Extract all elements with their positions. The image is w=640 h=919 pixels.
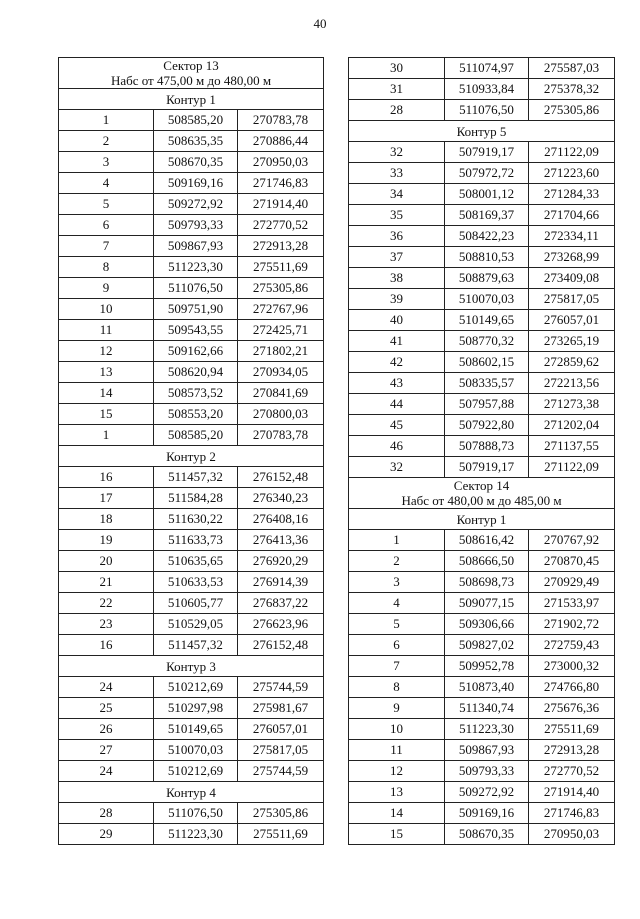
y-coordinate-cell: 272859,62: [529, 352, 615, 373]
x-coordinate-cell: 509162,66: [154, 341, 238, 362]
point-number-cell: 40: [349, 310, 445, 331]
header-title: Контур 2: [166, 448, 216, 464]
point-number-cell: 10: [349, 719, 445, 740]
x-coordinate-cell: 508698,73: [445, 572, 529, 593]
table-row: [349, 656, 615, 677]
point-number-cell: 21: [59, 572, 154, 593]
y-coordinate-cell: 271704,66: [529, 205, 615, 226]
coordinates-table-left: [58, 57, 324, 845]
y-coordinate-cell: 272213,56: [529, 373, 615, 394]
table-row: [59, 698, 324, 719]
y-coordinate-cell: 275378,32: [529, 79, 615, 100]
x-coordinate-cell: 507919,17: [445, 142, 529, 163]
point-number-cell: 28: [349, 100, 445, 121]
x-coordinate-cell: 510212,69: [154, 761, 238, 782]
table-row: [59, 740, 324, 761]
contour-header-row: [349, 121, 615, 142]
point-number-cell: 3: [59, 152, 154, 173]
contour-header-row: [349, 509, 615, 530]
y-coordinate-cell: 275587,03: [529, 58, 615, 79]
x-coordinate-cell: 507919,17: [445, 457, 529, 478]
y-coordinate-cell: 275305,86: [238, 278, 324, 299]
x-coordinate-cell: 509306,66: [445, 614, 529, 635]
sector-header-row: [349, 478, 615, 509]
y-coordinate-cell: 275511,69: [238, 257, 324, 278]
x-coordinate-cell: 509827,02: [445, 635, 529, 656]
table-row: [349, 572, 615, 593]
x-coordinate-cell: 511584,28: [154, 488, 238, 509]
x-coordinate-cell: 510070,03: [154, 740, 238, 761]
table-row: [59, 278, 324, 299]
y-coordinate-cell: 270783,78: [238, 110, 324, 131]
y-coordinate-cell: 272425,71: [238, 320, 324, 341]
point-number-cell: 44: [349, 394, 445, 415]
x-coordinate-cell: 508670,35: [445, 824, 529, 845]
x-coordinate-cell: 509272,92: [154, 194, 238, 215]
x-coordinate-cell: 510212,69: [154, 677, 238, 698]
y-coordinate-cell: 275305,86: [529, 100, 615, 121]
x-coordinate-cell: 507972,72: [445, 163, 529, 184]
table-row: [59, 719, 324, 740]
table-row: [59, 593, 324, 614]
point-number-cell: 12: [59, 341, 154, 362]
header-title: Сектор 13: [163, 58, 219, 73]
y-coordinate-cell: 276340,23: [238, 488, 324, 509]
header-title: Контур 4: [166, 784, 216, 800]
point-number-cell: 37: [349, 247, 445, 268]
table-row: [349, 205, 615, 226]
point-number-cell: 5: [349, 614, 445, 635]
x-coordinate-cell: 508169,37: [445, 205, 529, 226]
table-row: [59, 341, 324, 362]
x-coordinate-cell: 511340,74: [445, 698, 529, 719]
table-row: [59, 404, 324, 425]
x-coordinate-cell: 508879,63: [445, 268, 529, 289]
x-coordinate-cell: 508585,20: [154, 425, 238, 446]
table-row: [59, 761, 324, 782]
y-coordinate-cell: 271122,09: [529, 457, 615, 478]
y-coordinate-cell: 275305,86: [238, 803, 324, 824]
y-coordinate-cell: 273000,32: [529, 656, 615, 677]
y-coordinate-cell: 276152,48: [238, 635, 324, 656]
page-number: 40: [313, 16, 327, 31]
point-number-cell: 34: [349, 184, 445, 205]
point-number-cell: 32: [349, 457, 445, 478]
x-coordinate-cell: 510605,77: [154, 593, 238, 614]
point-number-cell: 4: [349, 593, 445, 614]
y-coordinate-cell: 272913,28: [238, 236, 324, 257]
point-number-cell: 43: [349, 373, 445, 394]
x-coordinate-cell: 508422,23: [445, 226, 529, 247]
coordinates-table-right: [348, 57, 615, 845]
x-coordinate-cell: 509793,33: [154, 215, 238, 236]
point-number-cell: 27: [59, 740, 154, 761]
y-coordinate-cell: 276837,22: [238, 593, 324, 614]
y-coordinate-cell: 271914,40: [238, 194, 324, 215]
point-number-cell: 3: [349, 572, 445, 593]
point-number-cell: 25: [59, 698, 154, 719]
y-coordinate-cell: 274766,80: [529, 677, 615, 698]
table-row: [59, 299, 324, 320]
header-title: Контур 3: [166, 658, 216, 674]
table-row: [59, 362, 324, 383]
table-row: [59, 572, 324, 593]
point-number-cell: 14: [59, 383, 154, 404]
table-row: [349, 268, 615, 289]
point-number-cell: 26: [59, 719, 154, 740]
table-row: [59, 215, 324, 236]
y-coordinate-cell: 271223,60: [529, 163, 615, 184]
y-coordinate-cell: 275744,59: [238, 761, 324, 782]
x-coordinate-cell: 508810,53: [445, 247, 529, 268]
y-coordinate-cell: 270800,03: [238, 404, 324, 425]
sector-header: [349, 478, 615, 509]
point-number-cell: 39: [349, 289, 445, 310]
point-number-cell: 7: [59, 236, 154, 257]
y-coordinate-cell: 270870,45: [529, 551, 615, 572]
y-coordinate-cell: 271202,04: [529, 415, 615, 436]
table-row: [349, 394, 615, 415]
y-coordinate-cell: 273265,19: [529, 331, 615, 352]
y-coordinate-cell: 270767,92: [529, 530, 615, 551]
point-number-cell: 15: [349, 824, 445, 845]
y-coordinate-cell: 271122,09: [529, 142, 615, 163]
table-row: [59, 236, 324, 257]
point-number-cell: 1: [349, 530, 445, 551]
point-number-cell: 23: [59, 614, 154, 635]
x-coordinate-cell: 508001,12: [445, 184, 529, 205]
table-row: [349, 247, 615, 268]
contour-header-row: [59, 89, 324, 110]
y-coordinate-cell: 276920,29: [238, 551, 324, 572]
x-coordinate-cell: 511633,73: [154, 530, 238, 551]
y-coordinate-cell: 275511,69: [529, 719, 615, 740]
y-coordinate-cell: 270950,03: [238, 152, 324, 173]
y-coordinate-cell: 271902,72: [529, 614, 615, 635]
x-coordinate-cell: 510529,05: [154, 614, 238, 635]
table-row: [59, 635, 324, 656]
x-coordinate-cell: 510635,65: [154, 551, 238, 572]
point-number-cell: 16: [59, 635, 154, 656]
point-number-cell: 8: [349, 677, 445, 698]
y-coordinate-cell: 272770,52: [238, 215, 324, 236]
point-number-cell: 1: [59, 110, 154, 131]
table-row: [349, 352, 615, 373]
x-coordinate-cell: 509793,33: [445, 761, 529, 782]
y-coordinate-cell: 270934,05: [238, 362, 324, 383]
x-coordinate-cell: 507957,88: [445, 394, 529, 415]
table-row: [349, 310, 615, 331]
y-coordinate-cell: 276623,96: [238, 614, 324, 635]
point-number-cell: 18: [59, 509, 154, 530]
point-number-cell: 41: [349, 331, 445, 352]
y-coordinate-cell: 275511,69: [238, 824, 324, 845]
sector-header-row: [59, 58, 324, 89]
point-number-cell: 17: [59, 488, 154, 509]
x-coordinate-cell: 511074,97: [445, 58, 529, 79]
table-row: [59, 152, 324, 173]
contour-header: [59, 446, 324, 467]
point-number-cell: 28: [59, 803, 154, 824]
y-coordinate-cell: 275817,05: [529, 289, 615, 310]
table-row: [59, 257, 324, 278]
point-number-cell: 11: [59, 320, 154, 341]
header-subtitle: Набс от 475,00 м до 480,00 м: [110, 73, 272, 88]
y-coordinate-cell: 271746,83: [529, 803, 615, 824]
x-coordinate-cell: 509867,93: [154, 236, 238, 257]
x-coordinate-cell: 510149,65: [154, 719, 238, 740]
point-number-cell: 14: [349, 803, 445, 824]
point-number-cell: 2: [349, 551, 445, 572]
x-coordinate-cell: 511457,32: [154, 635, 238, 656]
point-number-cell: 16: [59, 467, 154, 488]
table-row: [349, 824, 615, 845]
x-coordinate-cell: 510297,98: [154, 698, 238, 719]
y-coordinate-cell: 275676,36: [529, 698, 615, 719]
table-row: [349, 100, 615, 121]
y-coordinate-cell: 276057,01: [238, 719, 324, 740]
table-row: [59, 551, 324, 572]
point-number-cell: 13: [59, 362, 154, 383]
point-number-cell: 24: [59, 677, 154, 698]
x-coordinate-cell: 510933,84: [445, 79, 529, 100]
table-row: [59, 131, 324, 152]
table-row: [349, 530, 615, 551]
point-number-cell: 19: [59, 530, 154, 551]
x-coordinate-cell: 508620,94: [154, 362, 238, 383]
contour-header-row: [59, 446, 324, 467]
point-number-cell: 35: [349, 205, 445, 226]
x-coordinate-cell: 510873,40: [445, 677, 529, 698]
x-coordinate-cell: 508666,50: [445, 551, 529, 572]
x-coordinate-cell: 511223,30: [445, 719, 529, 740]
point-number-cell: 22: [59, 593, 154, 614]
y-coordinate-cell: 270950,03: [529, 824, 615, 845]
header-title: Сектор 14: [453, 478, 510, 493]
x-coordinate-cell: 508670,35: [154, 152, 238, 173]
table-row: [349, 373, 615, 394]
y-coordinate-cell: 270841,69: [238, 383, 324, 404]
y-coordinate-cell: 276152,48: [238, 467, 324, 488]
point-number-cell: 11: [349, 740, 445, 761]
header-subtitle: Набс от 480,00 м до 485,00 м: [401, 493, 562, 508]
table-row: [349, 635, 615, 656]
contour-header-row: [59, 782, 324, 803]
x-coordinate-cell: 509169,16: [445, 803, 529, 824]
contour-header-row: [59, 656, 324, 677]
x-coordinate-cell: 510070,03: [445, 289, 529, 310]
table-row: [349, 163, 615, 184]
y-coordinate-cell: 271746,83: [238, 173, 324, 194]
table-row: [59, 383, 324, 404]
y-coordinate-cell: 270929,49: [529, 572, 615, 593]
x-coordinate-cell: 509272,92: [445, 782, 529, 803]
table-row: [349, 142, 615, 163]
y-coordinate-cell: 275817,05: [238, 740, 324, 761]
x-coordinate-cell: 511223,30: [154, 257, 238, 278]
table-row: [59, 824, 324, 845]
point-number-cell: 6: [349, 635, 445, 656]
point-number-cell: 42: [349, 352, 445, 373]
y-coordinate-cell: 276057,01: [529, 310, 615, 331]
x-coordinate-cell: 508616,42: [445, 530, 529, 551]
contour-header: [59, 656, 324, 677]
y-coordinate-cell: 271533,97: [529, 593, 615, 614]
table-row: [349, 226, 615, 247]
x-coordinate-cell: 507922,80: [445, 415, 529, 436]
x-coordinate-cell: 508335,57: [445, 373, 529, 394]
table-row: [59, 110, 324, 131]
point-number-cell: 1: [59, 425, 154, 446]
header-title: Контур 1: [166, 91, 216, 107]
y-coordinate-cell: 271914,40: [529, 782, 615, 803]
header-title: Контур 1: [456, 511, 507, 527]
table-row: [349, 593, 615, 614]
x-coordinate-cell: 508635,35: [154, 131, 238, 152]
table-row: [349, 457, 615, 478]
table-row: [349, 740, 615, 761]
table-row: [349, 782, 615, 803]
point-number-cell: 32: [349, 142, 445, 163]
point-number-cell: 15: [59, 404, 154, 425]
x-coordinate-cell: 508573,52: [154, 383, 238, 404]
x-coordinate-cell: 509543,55: [154, 320, 238, 341]
point-number-cell: 31: [349, 79, 445, 100]
y-coordinate-cell: 275744,59: [238, 677, 324, 698]
point-number-cell: 29: [59, 824, 154, 845]
y-coordinate-cell: 271137,55: [529, 436, 615, 457]
y-coordinate-cell: 275981,67: [238, 698, 324, 719]
table-row: [349, 614, 615, 635]
table-row: [59, 803, 324, 824]
y-coordinate-cell: 270783,78: [238, 425, 324, 446]
point-number-cell: 45: [349, 415, 445, 436]
point-number-cell: 9: [59, 278, 154, 299]
table-row: [59, 467, 324, 488]
x-coordinate-cell: 511076,50: [154, 803, 238, 824]
table-row: [59, 509, 324, 530]
table-row: [59, 320, 324, 341]
table-row: [59, 488, 324, 509]
table-row: [349, 58, 615, 79]
y-coordinate-cell: 272334,11: [529, 226, 615, 247]
table-row: [59, 677, 324, 698]
x-coordinate-cell: 507888,73: [445, 436, 529, 457]
y-coordinate-cell: 276408,16: [238, 509, 324, 530]
table-row: [349, 415, 615, 436]
y-coordinate-cell: 272759,43: [529, 635, 615, 656]
point-number-cell: 7: [349, 656, 445, 677]
contour-header: [349, 509, 615, 530]
table-row: [59, 194, 324, 215]
contour-header: [59, 89, 324, 110]
x-coordinate-cell: 508770,32: [445, 331, 529, 352]
point-number-cell: 4: [59, 173, 154, 194]
header-title: Контур 5: [456, 123, 507, 139]
point-number-cell: 5: [59, 194, 154, 215]
y-coordinate-cell: 273268,99: [529, 247, 615, 268]
table-row: [349, 436, 615, 457]
y-coordinate-cell: 270886,44: [238, 131, 324, 152]
point-number-cell: 36: [349, 226, 445, 247]
y-coordinate-cell: 271284,33: [529, 184, 615, 205]
y-coordinate-cell: 272913,28: [529, 740, 615, 761]
point-number-cell: 9: [349, 698, 445, 719]
y-coordinate-cell: 271273,38: [529, 394, 615, 415]
x-coordinate-cell: 509077,15: [445, 593, 529, 614]
x-coordinate-cell: 509751,90: [154, 299, 238, 320]
point-number-cell: 10: [59, 299, 154, 320]
point-number-cell: 33: [349, 163, 445, 184]
x-coordinate-cell: 511457,32: [154, 467, 238, 488]
y-coordinate-cell: 273409,08: [529, 268, 615, 289]
sector-header: [59, 58, 324, 89]
y-coordinate-cell: 276914,39: [238, 572, 324, 593]
table-row: [349, 803, 615, 824]
contour-header: [59, 782, 324, 803]
point-number-cell: 8: [59, 257, 154, 278]
x-coordinate-cell: 508602,15: [445, 352, 529, 373]
contour-header: [349, 121, 615, 142]
x-coordinate-cell: 511076,50: [445, 100, 529, 121]
point-number-cell: 13: [349, 782, 445, 803]
y-coordinate-cell: 272770,52: [529, 761, 615, 782]
table-row: [349, 289, 615, 310]
y-coordinate-cell: 272767,96: [238, 299, 324, 320]
point-number-cell: 30: [349, 58, 445, 79]
x-coordinate-cell: 511076,50: [154, 278, 238, 299]
point-number-cell: 24: [59, 761, 154, 782]
point-number-cell: 20: [59, 551, 154, 572]
table-row: [59, 425, 324, 446]
point-number-cell: 2: [59, 131, 154, 152]
point-number-cell: 46: [349, 436, 445, 457]
table-row: [349, 677, 615, 698]
point-number-cell: 38: [349, 268, 445, 289]
x-coordinate-cell: 508553,20: [154, 404, 238, 425]
y-coordinate-cell: 271802,21: [238, 341, 324, 362]
x-coordinate-cell: 509169,16: [154, 173, 238, 194]
y-coordinate-cell: 276413,36: [238, 530, 324, 551]
table-row: [349, 698, 615, 719]
x-coordinate-cell: 509867,93: [445, 740, 529, 761]
table-row: [349, 719, 615, 740]
table-row: [59, 530, 324, 551]
x-coordinate-cell: 508585,20: [154, 110, 238, 131]
x-coordinate-cell: 510633,53: [154, 572, 238, 593]
point-number-cell: 12: [349, 761, 445, 782]
point-number-cell: 6: [59, 215, 154, 236]
x-coordinate-cell: 511223,30: [154, 824, 238, 845]
table-row: [349, 331, 615, 352]
table-row: [349, 551, 615, 572]
table-row: [59, 614, 324, 635]
table-row: [59, 173, 324, 194]
x-coordinate-cell: 511630,22: [154, 509, 238, 530]
table-row: [349, 761, 615, 782]
table-row: [349, 79, 615, 100]
table-row: [349, 184, 615, 205]
x-coordinate-cell: 510149,65: [445, 310, 529, 331]
x-coordinate-cell: 509952,78: [445, 656, 529, 677]
